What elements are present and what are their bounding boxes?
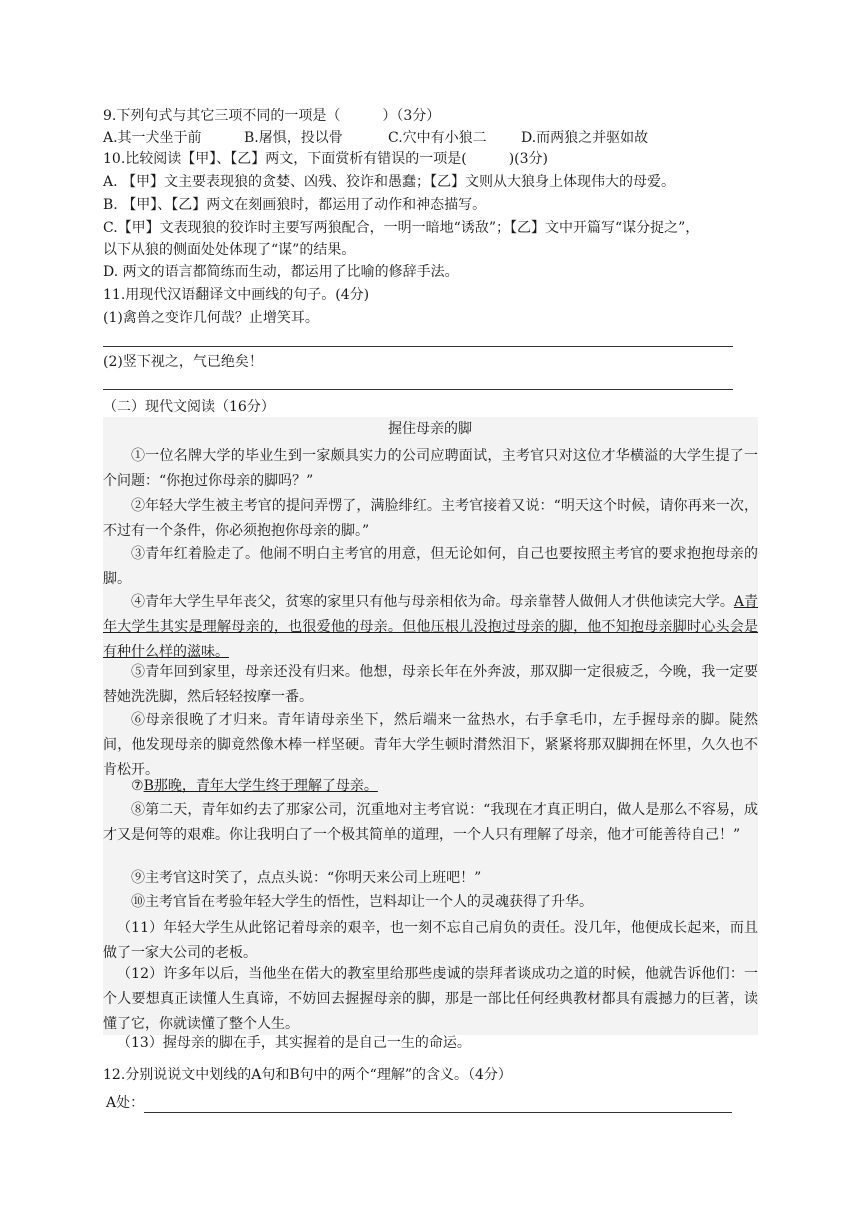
passage-paragraph-6: ⑥母亲很晚了才归来。青年请母亲坐下，然后端来一盆热水，右手拿毛巾，左手握母亲的脚。陡然间，他发现母亲的脚竟然像木棒一样坚硬。青年大学生顿时潸然泪下，紧紧将那双脚拥在怀里，久久也不肯松开。 (103, 712, 758, 778)
passage-paragraph-10: ⑩主考官旨在考验年轻大学生的悟性，岂料却让一个人的灵魂获得了升华。 (131, 894, 593, 910)
q11-answer-line-2 (103, 389, 733, 390)
passage-paragraph-4 (103, 590, 758, 665)
q11-sentence-2: (2)竖下视之，气已绝矣！ (103, 354, 263, 370)
section2-heading: （二）现代文阅读（16分） (103, 399, 275, 415)
passage-title: 握住母亲的脚 (388, 421, 472, 437)
q12-stem: 12.分别说说文中划线的A句和B句中的两个“理解”的含义。（4分） (103, 1067, 512, 1083)
underlined-sentence-b: B那晚，青年大学生终于理解了母亲。 (143, 778, 378, 794)
q10-stem: 10.比较阅读【甲】、【乙】两文，下面赏析有错误的一项是( )(3分) (103, 151, 549, 167)
q10-option-c-line1: C.【甲】文表现狼的狡诈时主要写两狼配合，一明一暗地“诱敌”；【乙】文中开篇写“谋分捉之”， (103, 220, 700, 236)
passage-paragraph-13: （13）握母亲的脚在手，其实握着的是自己一生的命运。 (117, 1035, 471, 1051)
paragraph-7-number: ⑦ (131, 778, 144, 794)
passage-paragraph-11: （11）年轻大学生从此铭记着母亲的艰辛，也一刻不忘自己肩负的责任。没几年，他便成长起来，而且做了一家大公司的老板。 (103, 920, 758, 961)
q9-option-b: B.屠惧，投以骨 (244, 130, 343, 146)
q9-option-d: D.而两狼之并驱如故 (521, 130, 649, 146)
q11-stem: 11.用现代汉语翻译文中画线的句子。(4分) (103, 287, 370, 303)
passage-paragraph-9: ⑨主考官这时笑了，点点头说：“你明天来公司上班吧！” (131, 870, 482, 886)
paragraph-4-text: ④青年大学生早年丧父，贫寒的家里只有他与母亲相依为命。母亲靠替人做佣人才供他读完大学。 (131, 594, 734, 610)
passage-paragraph-7 (103, 774, 758, 799)
passage-paragraph-1: ①一位名牌大学的毕业生到一家颇具实力的公司应聘面试，主考官只对这位才华横溢的大学生提了一个问题：“你抱过你母亲的脚吗？” (103, 448, 758, 489)
q10-option-a: A. 【甲】文主要表现狼的贪婪、凶残、狡诈和愚蠢；【乙】文则从大狼身上体现伟大的母爱。 (103, 174, 676, 190)
q11-sentence-1: (1)禽兽之变诈几何哉？止增笑耳。 (103, 310, 319, 326)
q12-answer-a (106, 1093, 766, 1113)
q10-option-c-line2: 以下从狼的侧面处处体现了“谋”的结果。 (103, 242, 356, 258)
q9-stem: 9.下列句式与其它三项不同的一项是（ ）（3分） (103, 108, 441, 124)
passage-paragraph-8: ⑧第二天，青年如约去了那家公司，沉重地对主考官说：“我现在才真正明白，做人是那么不容易，成才又是何等的艰难。你让我明白了一个极其简单的道理，一个人只有理解了母亲，他才可能善待自己！” (103, 802, 758, 843)
passage-paragraph-5: ⑤青年回到家里，母亲还没有归来。他想，母亲长年在外奔波，那双脚一定很疲乏，今晚，我一定要替她洗洗脚，然后轻轻按摩一番。 (103, 664, 758, 705)
q11-answer-line-1 (103, 346, 733, 347)
q12-answer-a-line[interactable] (144, 1098, 732, 1113)
q12-answer-a-label: A处： (106, 1095, 145, 1111)
passage-paragraph-12: （12）许多年以后，当他坐在偌大的教室里给那些虔诚的崇拜者谈成功之道的时候，他就告诉他们：一个人要想真正读懂人生真谛，不妨回去握握母亲的脚，那是一部比任何经典教材都具有震撼力的巨著，读懂了它，你就读懂了整个人生。 (103, 966, 758, 1032)
q9-option-a: A.其一犬坐于前 (103, 130, 202, 146)
q10-option-b: B. 【甲】、【乙】两文在刻画狼时，都运用了动作和神态描写。 (103, 197, 487, 213)
underlined-sentence-a: A青年大学生其实是理解母亲的，也很爱他的母亲。但他压根儿没抱过母亲的脚，他不知抱母亲脚时心头会是有种什么样的滋味。 (103, 594, 758, 660)
q9-option-c: C.穴中有小狼二 (388, 130, 487, 146)
passage-paragraph-2: ②年轻大学生被主考官的提问弄愣了，满脸绯红。主考官接着又说：“明天这个时候，请你再来一次，不过有一个条件，你必须抱抱你母亲的脚。” (103, 498, 758, 539)
passage-paragraph-3: ③青年红着脸走了。他闹不明白主考官的用意，但无论如何，自己也要按照主考官的要求抱抱母亲的脚。 (103, 546, 758, 587)
q10-option-d: D. 两文的语言都简练而生动，都运用了比喻的修辞手法。 (103, 264, 459, 280)
